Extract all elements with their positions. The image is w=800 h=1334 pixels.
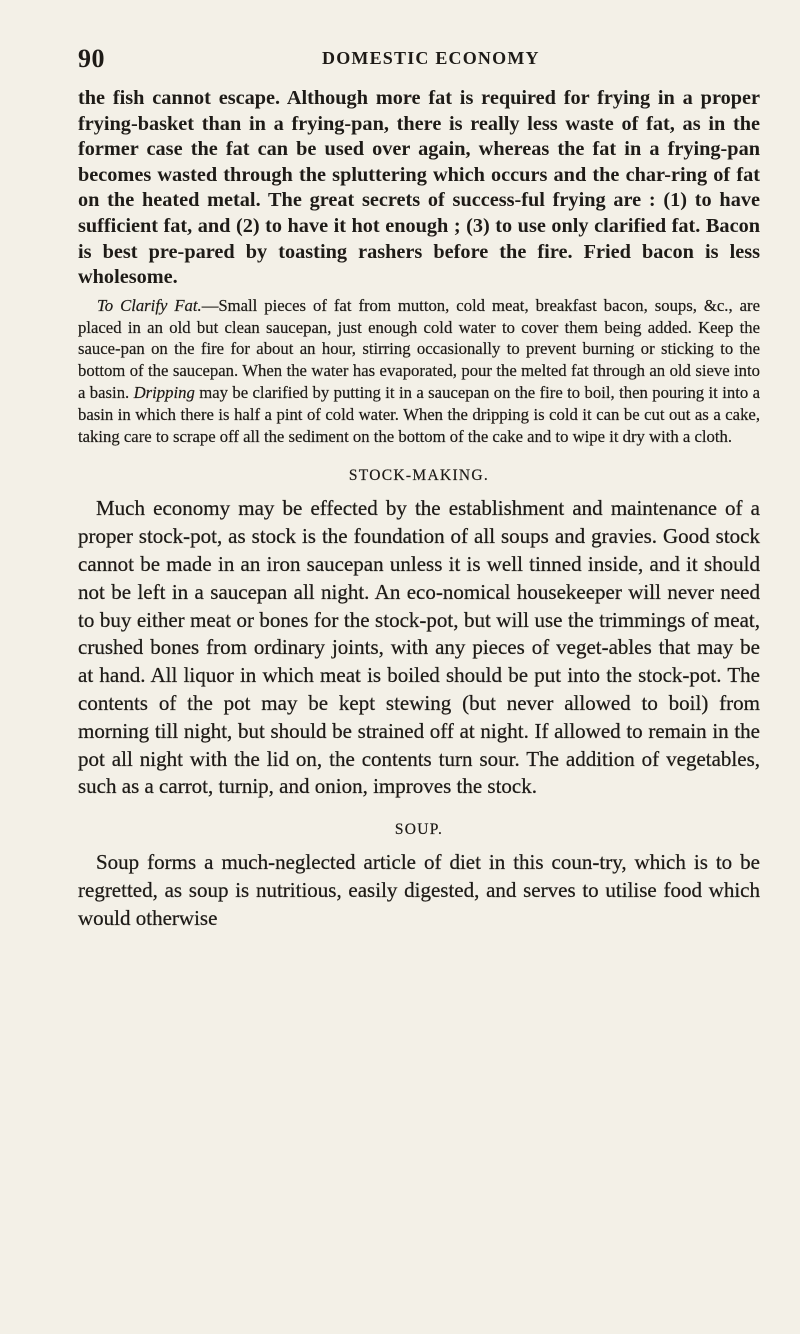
heading-stock-making: STOCK-MAKING.	[348, 467, 490, 485]
paragraph-stock-making: Much economy may be effected by the establishment and maintenance of a proper stock-pot, as stock is the foundation of all soups and gravies. Good stock cannot be made in an iron saucepan unless it is well tinned inside, and it should not be left in a saucepan all night. An eco-nomical housekeeper will never need to buy either meat or bones for the stock-pot, but will use the trimmings of meat, crushed bones from ordinary joints, with any pieces of veget-ables that may be at hand. All liquor in which meat is boiled should be put into the stock-pot. The contents of the pot may be kept stewing (but never allowed to boil) from morning till night, but should be strained off at night. If allowed to remain in the pot all night with the lid on, the contents turn sour. The addition of vegetables, such as a carrot, turnip, and onion, improves the stock.	[78, 496, 760, 799]
paragraph-frying: the fish cannot escape. Although more fat is required for frying in a proper frying-basket than in a frying-pan, there is really less waste of fat, as in the former case the fat can be used over again, whereas the fat in a frying-pan becomes wasted through the spluttering which occurs and the char-ring of fat on the heated metal. The great secrets of success-ful frying are : (1) to have sufficient fat, and (2) to have it hot enough ; (3) to use only clarified fat. Bacon is best pre-pared by toasting rashers before the fire. Fried bacon is less wholesome.	[78, 87, 760, 289]
running-head: DOMESTIC ECONOMY	[322, 48, 540, 68]
heading-soup: SOUP.	[394, 821, 444, 839]
dripping-text: may be clarified by putting it in a saucepan on the fire to boil, then pouring it into a basin in which there is half a pint of cold water. When the dripping is cold it can be cut out as a cake, taking care to scrape off all the sediment on the bottom of the cake and to wipe it dry with a cloth.	[78, 382, 760, 446]
paragraph-soup: Soup forms a much-neglected article of diet in this coun-try, which is to be regretted, as soup is nutritious, easily digested, and serves to utilise food which would otherwise	[78, 850, 760, 930]
dripping-title: Dripping	[133, 382, 195, 402]
page-number: 90	[78, 44, 105, 73]
clarify-fat-title: To Clarify Fat.	[97, 295, 202, 315]
page-header	[78, 40, 760, 74]
clarify-fat-text: —Small pieces of fat from mutton, cold meat, breakfast bacon, soups, &c., are placed in an old but clean saucepan, just enough cold water to cover them being added. Keep the sauce-pan on the fire for about an hour, stirring occasionally to prevent burning or sticking to the bottom of the saucepan. When the water has evaporated, pour the melted fat through an old sieve into a basin.	[78, 295, 760, 402]
paragraph-clarify-fat	[78, 295, 760, 448]
